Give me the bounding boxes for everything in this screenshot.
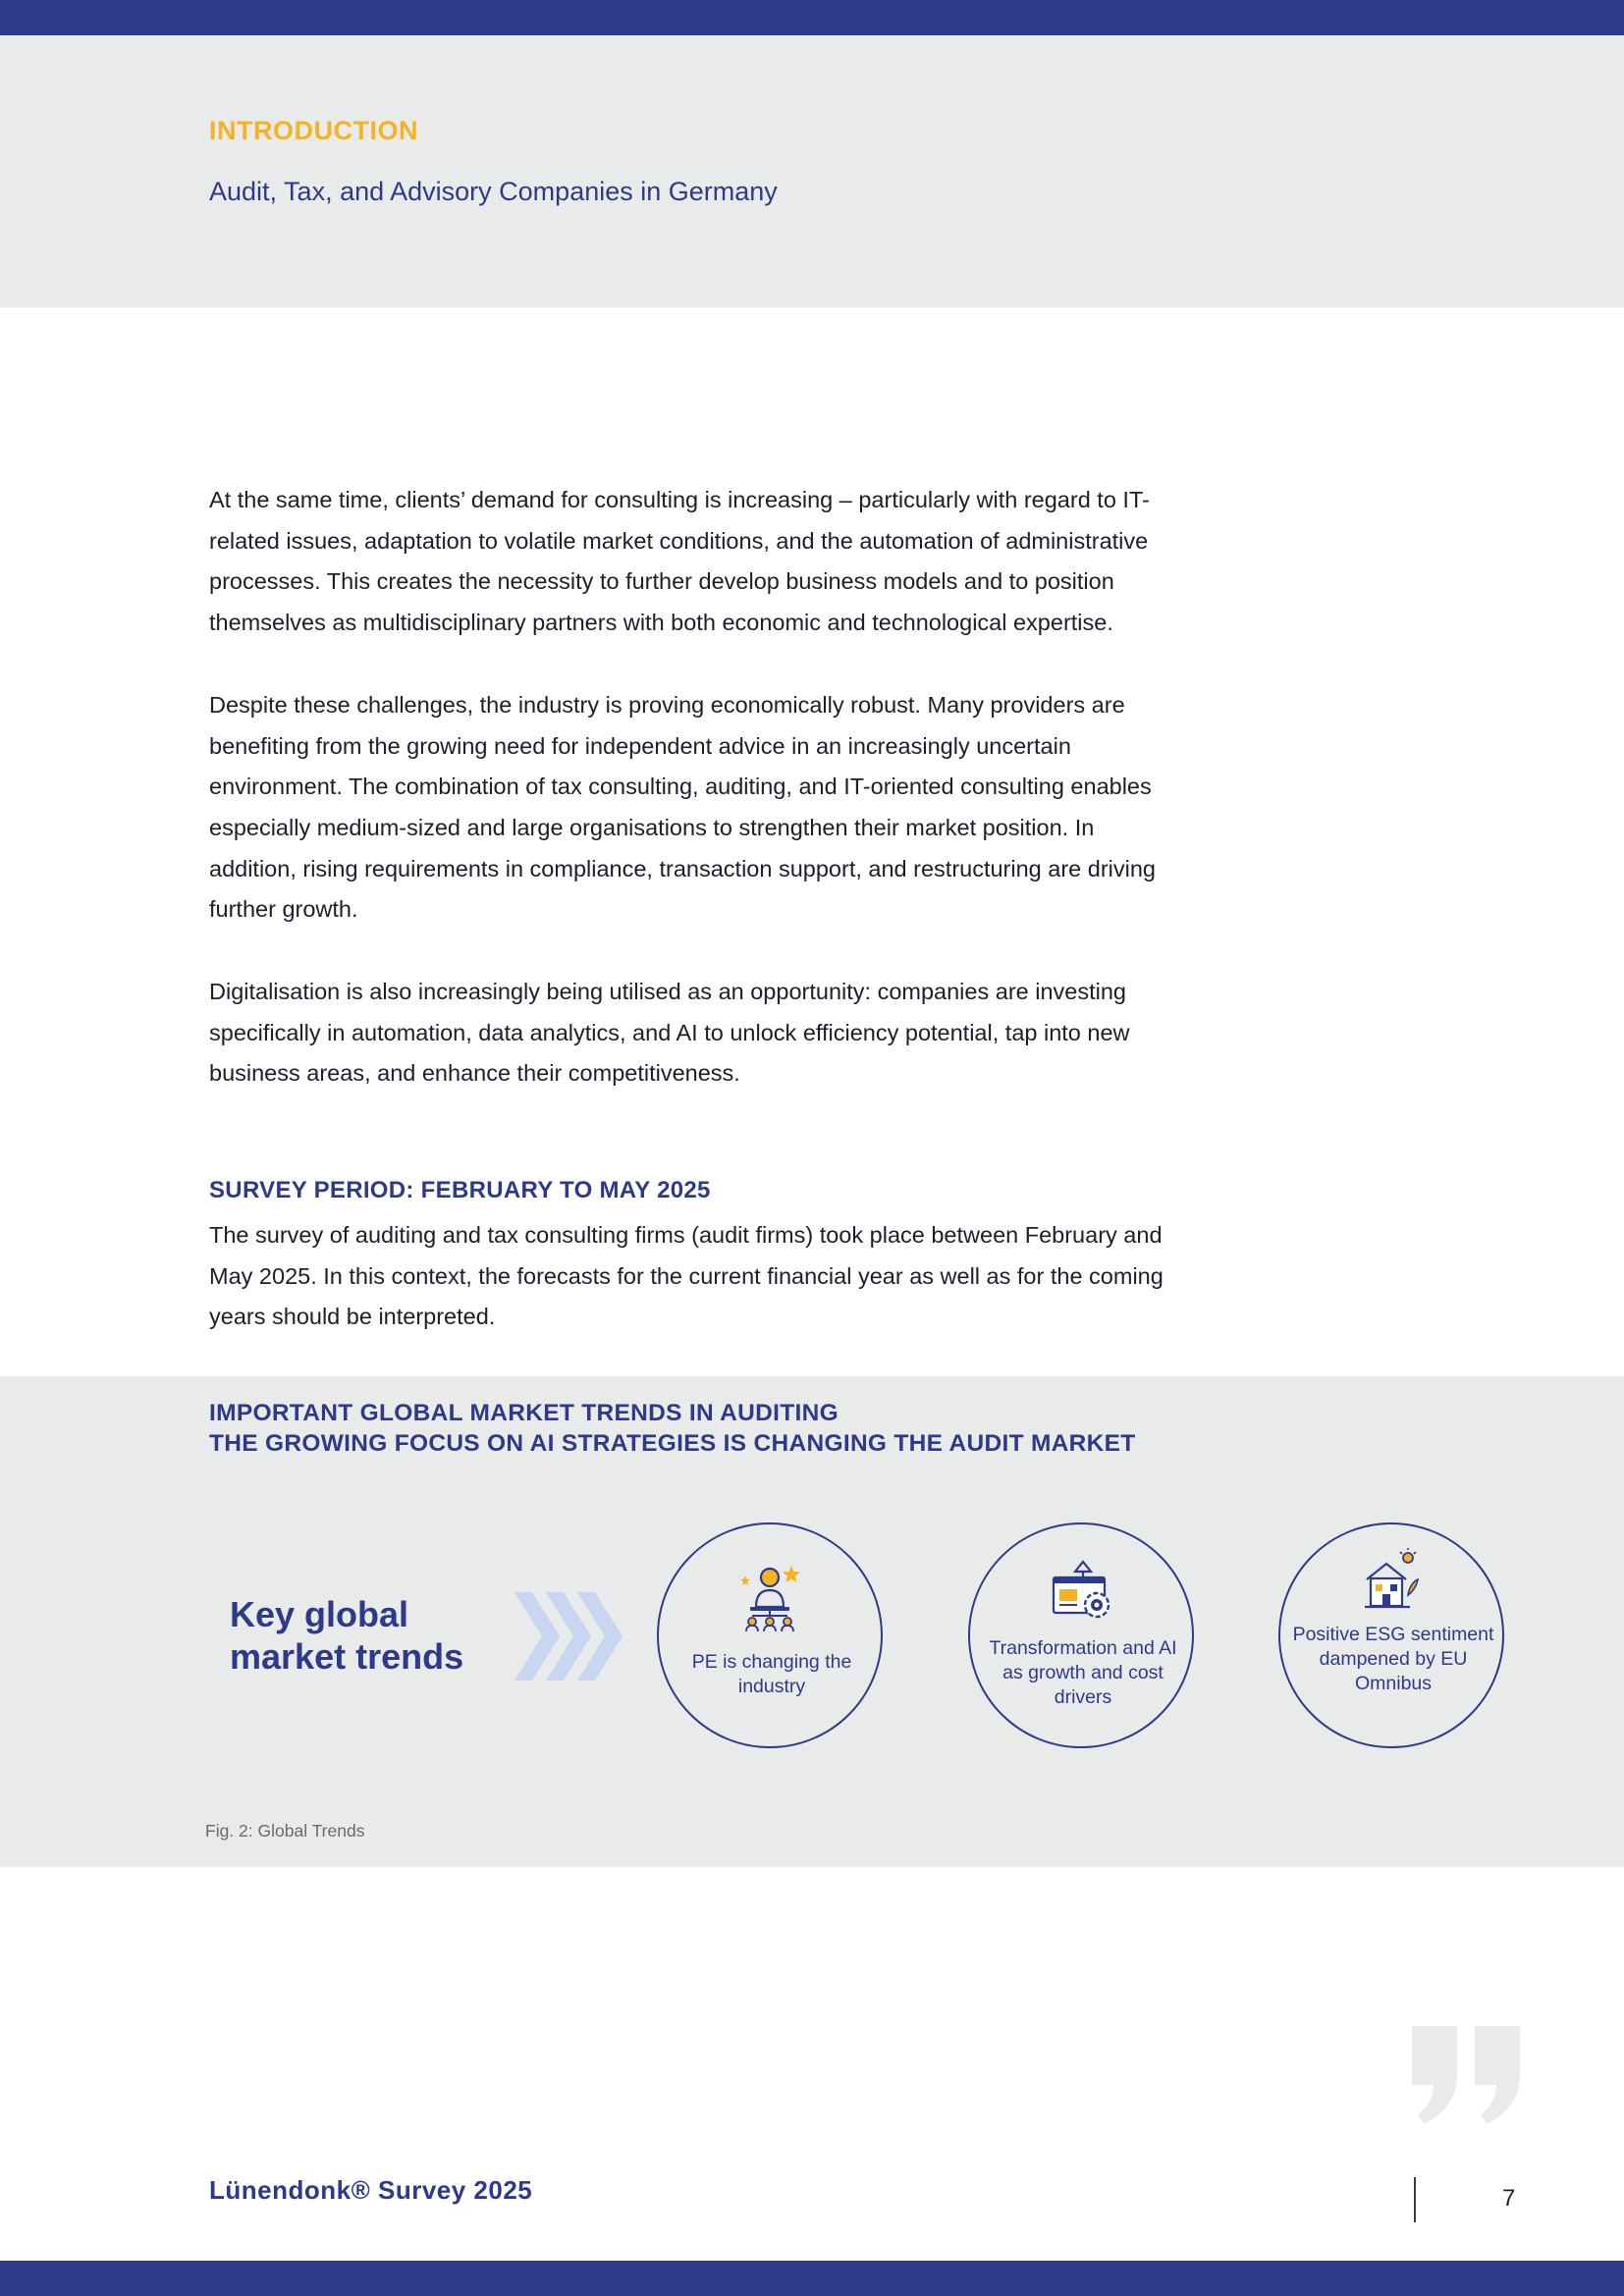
- bottom-brand-bar: [0, 2261, 1624, 2296]
- trend-ai-text: Transformation and AI as growth and cost drivers: [989, 1637, 1177, 1708]
- trend-pe-circle: [657, 1522, 883, 1748]
- trend-esg-circle: [1278, 1522, 1504, 1748]
- trend-pe-text: PE is changing the industry: [691, 1651, 852, 1697]
- paragraph-1: At the same time, clients’ demand for consulting is increasing – particularly with regard to IT-related issues, adaptation to volatile market conditions, and the automation of administrative processes. This creates the necessity to further develop business models and to position themselves as multidisciplinary partners with both economic and technological expertise.: [209, 487, 1150, 636]
- body-paragraphs: [209, 480, 1181, 1136]
- section-label: INTRODUCTION: [209, 116, 418, 145]
- page-number: 7: [1502, 2185, 1516, 2212]
- key-trends-title-line-2: market trends: [230, 1636, 464, 1677]
- footer-divider: [1414, 2177, 1416, 2222]
- trend-ai-circle: [968, 1522, 1194, 1748]
- top-brand-bar: [0, 0, 1624, 35]
- chevron-arrows-icon: [514, 1592, 624, 1681]
- figure-caption: Fig. 2: Global Trends: [205, 1821, 365, 1841]
- paragraph-2: Despite these challenges, the industry is proving economically robust. Many providers are benefiting from the growing need for independent advice in an increasingly uncertain environment. The combination of tax consulting, auditing, and IT-oriented consulting enables especially medium-sized and large organisations to strengthen their market position. In addition, rising requirements in compliance, transaction support, and restructuring are driving further growth.: [209, 691, 1156, 923]
- survey-period-text: The survey of auditing and tax consulting firms (audit firms) took place between February and May 2025. In this context, the forecasts for the current financial year as well as for the coming years should be interpreted.: [209, 1222, 1164, 1330]
- trends-heading-line-1: IMPORTANT GLOBAL MARKET TRENDS IN AUDITING: [209, 1400, 839, 1426]
- footer-brand: Lünendonk® Survey 2025: [209, 2175, 533, 2205]
- key-trends-title-line-1: Key global: [230, 1594, 409, 1634]
- key-trends-title: [230, 1593, 524, 1678]
- paragraph-3: Digitalisation is also increasingly being utilised as an opportunity: companies are investing specifically in automation, data analytics, and AI to unlock efficiency potential, tap into new business areas, and enhance their competitiveness.: [209, 979, 1130, 1087]
- survey-period-heading: SURVEY PERIOD: FEBRUARY TO MAY 2025: [209, 1177, 711, 1203]
- trends-heading-line-2: THE GROWING FOCUS ON AI STRATEGIES IS CHANGING THE AUDIT MARKET: [209, 1430, 1136, 1457]
- ai-gear-screen-icon: [1048, 1554, 1118, 1623]
- esg-building-icon: [1361, 1546, 1426, 1615]
- page-title: Audit, Tax, and Advisory Companies in Germany: [209, 177, 778, 206]
- trend-esg-text: Positive ESG sentiment dampened by EU Omnibus: [1292, 1624, 1494, 1694]
- header-band: [0, 35, 1624, 307]
- quote-mark-icon: [1410, 2024, 1524, 2126]
- people-network-icon: [736, 1564, 807, 1632]
